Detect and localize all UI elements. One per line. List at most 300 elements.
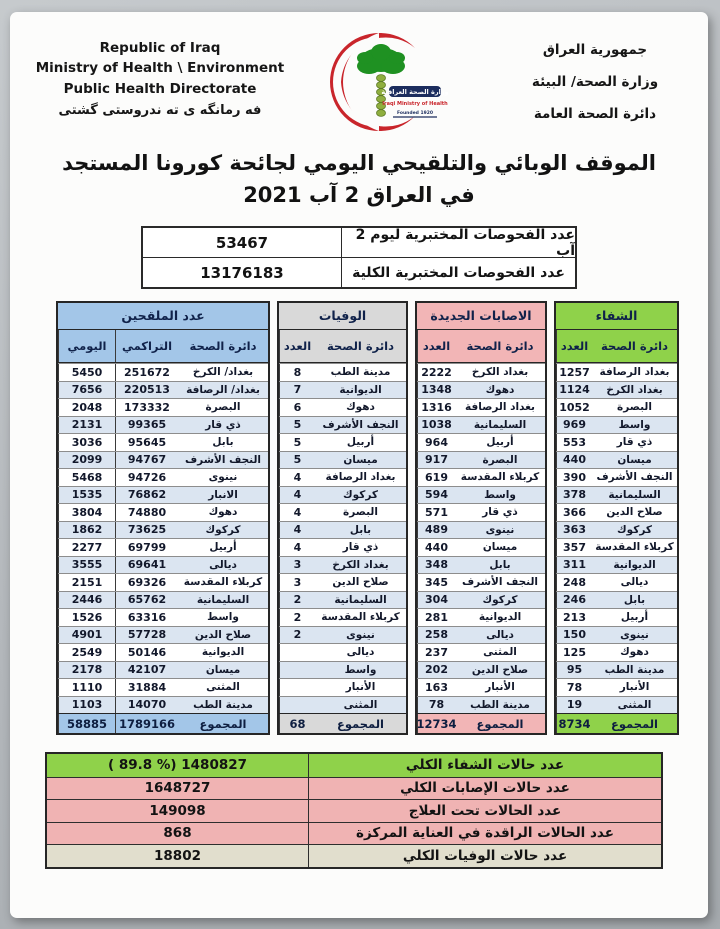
- new-cases-table-body: [417, 363, 545, 713]
- recoveries-total-row: [556, 713, 677, 733]
- table-row: [279, 626, 406, 644]
- table-row: [556, 416, 677, 434]
- table-row: [58, 556, 268, 574]
- vaccinated-table: [56, 301, 270, 735]
- count-cell: 378: [556, 487, 592, 504]
- province-cell: المثنى: [206, 681, 240, 694]
- table-row: [556, 538, 677, 556]
- table-row: [417, 538, 545, 556]
- province-cell: بغداد الكرخ: [471, 366, 529, 379]
- province-cell: الديوانية: [613, 558, 656, 571]
- count-cell: 917: [417, 452, 455, 469]
- daily-cell: 2178: [58, 662, 115, 679]
- count-cell: 4: [279, 522, 315, 539]
- table-row: [417, 503, 545, 521]
- province-cell: ديالى: [620, 576, 649, 589]
- summary-label: عدد حالات الوفيات الكلي: [308, 845, 661, 867]
- table-row: [417, 608, 545, 626]
- province-cell: كركوك: [482, 593, 518, 606]
- province-cell: المثنى: [343, 698, 378, 711]
- count-cell: 571: [417, 504, 455, 521]
- count-cell: 2: [279, 592, 315, 609]
- cumulative-cell: 94726: [115, 469, 178, 486]
- table-row: [556, 503, 677, 521]
- page-title: [10, 148, 708, 211]
- province-cell: بغداد الكرخ: [332, 558, 389, 571]
- cumulative-cell: 69641: [115, 557, 178, 574]
- cumulative-cell: 14070: [115, 697, 178, 714]
- count-cell: 4: [279, 539, 315, 556]
- table-row: [58, 451, 268, 469]
- daily-cell: 3804: [58, 504, 115, 521]
- table-row: [556, 591, 677, 609]
- daily-cell: 4901: [58, 627, 115, 644]
- total-label: المجموع: [199, 716, 247, 731]
- count-cell: 1038: [417, 417, 455, 434]
- cumulative-cell: 173332: [115, 399, 178, 416]
- count-cell: 969: [556, 417, 592, 434]
- table-row: [417, 521, 545, 539]
- vaccinated-table-body: [58, 363, 268, 713]
- table-row: [58, 381, 268, 399]
- count-cell: [279, 662, 315, 679]
- province-cell: ذي قار: [205, 418, 241, 431]
- cumulative-cell: 251672: [115, 364, 178, 381]
- table-row: [279, 363, 406, 381]
- table-row: [279, 696, 406, 714]
- province-cell: ديالى: [209, 558, 237, 571]
- count-cell: 5: [279, 417, 315, 434]
- table-row: [279, 661, 406, 679]
- count-cell: 553: [556, 434, 592, 451]
- table-row: [58, 626, 268, 644]
- total-daily: 58885: [58, 714, 115, 733]
- table-row: [58, 678, 268, 696]
- table-row: [556, 468, 677, 486]
- summary-row: [47, 822, 661, 845]
- province-cell: البصرة: [343, 506, 378, 519]
- province-cell: ذي قار: [342, 541, 379, 554]
- province-cell: بابل: [623, 593, 646, 606]
- province-cell: الانبار: [208, 488, 238, 501]
- count-cell: 246: [556, 592, 592, 609]
- table-row: [417, 451, 545, 469]
- table-row: [417, 591, 545, 609]
- summary-row: [47, 799, 661, 822]
- summary-row: [47, 844, 661, 867]
- table-row: [556, 381, 677, 399]
- province-cell: نينوى: [208, 471, 238, 484]
- province-cell: الديوانية: [201, 646, 245, 659]
- daily-cell: 5468: [58, 469, 115, 486]
- header-ar-line2: وزارة الصحة/ البيئة: [531, 74, 659, 90]
- count-cell: 5: [279, 452, 315, 469]
- page-header: [10, 12, 708, 138]
- province-cell: واسط: [207, 611, 239, 624]
- summary-value: 868: [163, 825, 192, 842]
- count-cell: 390: [556, 469, 592, 486]
- province-cell: السليمانية: [334, 593, 387, 606]
- table-row: [556, 661, 677, 679]
- table-row: [556, 608, 677, 626]
- province-cell: دهوك: [620, 646, 649, 659]
- logo-english-name: Iraqi Ministry of Health: [382, 101, 448, 107]
- province-cell: واسط: [344, 663, 377, 676]
- count-cell: 594: [417, 487, 455, 504]
- table-row: [417, 363, 545, 381]
- province-cell: البصرة: [482, 453, 518, 466]
- province-cell: نينوى: [620, 628, 649, 641]
- count-cell: 125: [556, 644, 592, 661]
- province-cell: دهوك: [485, 383, 515, 396]
- table-row: [417, 433, 545, 451]
- province-cell: بابل: [212, 436, 234, 449]
- summary-value: 149098: [149, 802, 206, 819]
- table-row: [58, 503, 268, 521]
- province-cell: السليمانية: [196, 593, 250, 606]
- count-cell: 1257: [556, 364, 592, 381]
- province-cell: بغداد/ الكرخ: [192, 366, 254, 379]
- province-cell: ميسان: [343, 453, 378, 466]
- province-cell: السليمانية: [473, 418, 527, 431]
- page-title-line2: في العراق 2 آب 2021: [243, 182, 475, 207]
- province-cell: بغداد الرصافة: [599, 366, 670, 379]
- palm-tree-icon: [357, 44, 405, 74]
- deaths-table-title: الوفيات: [279, 303, 406, 330]
- province-cell: ذي قار: [616, 436, 653, 449]
- table-row: [556, 643, 677, 661]
- count-cell: 2: [279, 627, 315, 644]
- daily-tests-label: عدد الفحوصات المختبرية ليوم 2 آب: [341, 228, 575, 257]
- header-english-block: [34, 38, 286, 138]
- table-row: [279, 451, 406, 469]
- daily-cell: 2048: [58, 399, 115, 416]
- province-cell: كركوك: [205, 523, 241, 536]
- total-count: 12734: [417, 714, 455, 733]
- col-directorate: دائرة الصحة: [466, 339, 534, 353]
- province-cell: بغداد الرصافة: [465, 401, 535, 414]
- cumulative-cell: 220513: [115, 382, 178, 399]
- province-cell: كربلاء المقدسة: [595, 541, 674, 554]
- count-cell: 964: [417, 434, 455, 451]
- summary-row: [47, 754, 661, 777]
- total-tests-label: عدد الفحوصات المختبرية الكلية: [341, 258, 575, 287]
- daily-tests-value: 53467: [215, 233, 269, 252]
- summary-label: عدد حالات الشفاء الكلي: [308, 754, 661, 777]
- daily-cell: 2151: [58, 574, 115, 591]
- count-cell: 440: [417, 539, 455, 556]
- total-count: 8734: [556, 714, 592, 733]
- table-row: [279, 398, 406, 416]
- daily-cell: 7656: [58, 382, 115, 399]
- province-cell: البصرة: [617, 401, 652, 414]
- table-row: [58, 468, 268, 486]
- count-cell: 6: [279, 399, 315, 416]
- daily-cell: 3555: [58, 557, 115, 574]
- deaths-total-row: [279, 713, 406, 733]
- col-directorate: دائرة الصحة: [327, 339, 394, 353]
- col-count: العدد: [279, 330, 315, 362]
- count-cell: 4: [279, 504, 315, 521]
- daily-cell: 2099: [58, 452, 115, 469]
- recoveries-column-headers: [556, 330, 677, 363]
- count-cell: 2222: [417, 364, 455, 381]
- count-cell: 258: [417, 627, 455, 644]
- lab-tests-table: [141, 226, 577, 289]
- table-row: [556, 556, 677, 574]
- count-cell: 489: [417, 522, 455, 539]
- table-row: [279, 416, 406, 434]
- table-row: [58, 696, 268, 714]
- cumulative-cell: 95645: [115, 434, 178, 451]
- ministry-logo: [286, 28, 500, 138]
- table-row: [58, 608, 268, 626]
- count-cell: 304: [417, 592, 455, 609]
- total-tests-row: [143, 257, 575, 287]
- province-cell: البصرة: [205, 401, 241, 414]
- summary-table: [45, 752, 663, 869]
- summary-value: 18802: [154, 847, 201, 864]
- header-en-line3: Public Health Directorate: [63, 80, 257, 97]
- province-cell: صلاح الدين: [332, 576, 389, 589]
- province-cell: صلاح الدين: [194, 628, 252, 641]
- ministry-of-health-logo-icon: [319, 30, 467, 134]
- province-cell: النجف الأشرف: [461, 576, 539, 589]
- vaccinated-table-title: عدد الملقحين: [58, 303, 268, 330]
- total-label: المجموع: [610, 716, 659, 731]
- summary-label: عدد الحالات تحت العلاج: [308, 800, 661, 822]
- table-row: [58, 416, 268, 434]
- logo-arabic-name: وزارة الصحة العراقية: [381, 88, 449, 96]
- province-cell: بغداد الكرخ: [606, 383, 663, 396]
- table-row: [417, 556, 545, 574]
- total-tests-value: 13176183: [200, 263, 284, 282]
- new-cases-total-row: [417, 713, 545, 733]
- deaths-column-headers: [279, 330, 406, 363]
- cumulative-cell: 69799: [115, 539, 178, 556]
- daily-cell: 1110: [58, 679, 115, 696]
- count-cell: 1316: [417, 399, 455, 416]
- province-cell: ميسان: [617, 453, 652, 466]
- col-count: العدد: [556, 330, 592, 362]
- new-cases-column-headers: [417, 330, 545, 363]
- province-cell: النجف الأشرف: [322, 418, 399, 431]
- count-cell: 281: [417, 609, 455, 626]
- table-row: [556, 521, 677, 539]
- province-cell: الأنبار: [485, 681, 515, 694]
- table-row: [58, 573, 268, 591]
- report-page: [10, 12, 708, 918]
- count-cell: 78: [417, 697, 455, 714]
- count-cell: [279, 697, 315, 714]
- table-row: [279, 538, 406, 556]
- col-directorate: دائرة الصحة: [189, 339, 257, 353]
- province-cell: ذي قار: [482, 506, 518, 519]
- cumulative-cell: 57728: [115, 627, 178, 644]
- cumulative-cell: 69326: [115, 574, 178, 591]
- table-row: [58, 591, 268, 609]
- count-cell: 440: [556, 452, 592, 469]
- province-cell: كركوك: [617, 523, 652, 536]
- table-row: [417, 661, 545, 679]
- cumulative-cell: 42107: [115, 662, 178, 679]
- table-row: [58, 521, 268, 539]
- cumulative-cell: 63316: [115, 609, 178, 626]
- province-cell: ديالى: [486, 628, 514, 641]
- cumulative-cell: 50146: [115, 644, 178, 661]
- header-ar-line3: دائرة الصحة العامة: [533, 106, 657, 122]
- province-cell: نينوى: [485, 523, 515, 536]
- deaths-table: [277, 301, 408, 735]
- table-row: [58, 538, 268, 556]
- count-cell: 357: [556, 539, 592, 556]
- col-cumulative: التراكمي: [115, 330, 178, 362]
- table-row: [417, 626, 545, 644]
- province-cell: كربلاء المقدسة: [460, 471, 540, 484]
- count-cell: 1052: [556, 399, 592, 416]
- table-row: [417, 398, 545, 416]
- summary-row: [47, 777, 661, 800]
- cumulative-cell: 99365: [115, 417, 178, 434]
- summary-label: عدد الحالات الراقدة في العناية المركزة: [308, 823, 661, 845]
- table-row: [417, 643, 545, 661]
- province-cell: الديوانية: [339, 383, 382, 396]
- province-cell: السليمانية: [608, 488, 661, 501]
- logo-founded-line: Founded 1920: [397, 111, 433, 116]
- province-cell: ميسان: [482, 541, 518, 554]
- cumulative-cell: 73625: [115, 522, 178, 539]
- cumulative-cell: 65762: [115, 592, 178, 609]
- summary-label: عدد حالات الإصابات الكلي: [308, 778, 661, 800]
- table-row: [58, 398, 268, 416]
- province-cell: المثنى: [617, 698, 652, 711]
- province-cell: مدينة الطب: [330, 366, 391, 379]
- deaths-table-body: [279, 363, 406, 713]
- count-cell: 4: [279, 487, 315, 504]
- table-row: [556, 486, 677, 504]
- province-cell: واسط: [618, 418, 651, 431]
- province-cell: ميسان: [205, 663, 241, 676]
- header-ar-line1: جمهورية العراق: [542, 42, 648, 58]
- province-cell: كربلاء المقدسة: [183, 576, 263, 589]
- province-cell: أربيل: [620, 611, 649, 624]
- count-cell: 95: [556, 662, 592, 679]
- vaccinated-column-headers: [58, 330, 268, 363]
- table-row: [417, 468, 545, 486]
- table-row: [417, 381, 545, 399]
- summary-value: ( 89.8 %) 1480827: [107, 757, 248, 774]
- table-row: [279, 678, 406, 696]
- province-cell: صلاح الدين: [471, 663, 529, 676]
- cumulative-cell: 94767: [115, 452, 178, 469]
- crescent-shape: [330, 33, 415, 131]
- province-cell: دهوك: [346, 401, 375, 414]
- col-count: العدد: [417, 330, 455, 362]
- daily-cell: 1103: [58, 697, 115, 714]
- count-cell: 237: [417, 644, 455, 661]
- table-row: [279, 608, 406, 626]
- province-cell: الأنبار: [619, 681, 650, 694]
- table-row: [556, 398, 677, 416]
- table-row: [556, 626, 677, 644]
- table-row: [279, 433, 406, 451]
- province-cell: واسط: [484, 488, 516, 501]
- table-row: [417, 678, 545, 696]
- province-cell: بغداد/ الرصافة: [186, 383, 260, 396]
- table-row: [417, 696, 545, 714]
- count-cell: 4: [279, 469, 315, 486]
- table-row: [556, 451, 677, 469]
- table-row: [58, 661, 268, 679]
- province-cell: بغداد الرصافة: [325, 471, 396, 484]
- count-cell: 1124: [556, 382, 592, 399]
- col-directorate: دائرة الصحة: [601, 339, 668, 353]
- count-cell: [279, 644, 315, 661]
- table-row: [279, 573, 406, 591]
- table-row: [279, 591, 406, 609]
- table-row: [58, 643, 268, 661]
- province-cell: الديوانية: [478, 611, 522, 624]
- count-cell: 19: [556, 697, 592, 714]
- daily-cell: 2131: [58, 417, 115, 434]
- table-row: [58, 363, 268, 381]
- table-row: [279, 643, 406, 661]
- count-cell: 248: [556, 574, 592, 591]
- table-row: [279, 468, 406, 486]
- province-cell: النجف الأشرف: [184, 453, 262, 466]
- province-cell: نينوى: [346, 628, 375, 641]
- province-cell: المثنى: [483, 646, 517, 659]
- daily-cell: 2549: [58, 644, 115, 661]
- total-label: المجموع: [476, 716, 524, 731]
- count-cell: 5: [279, 434, 315, 451]
- table-row: [556, 363, 677, 381]
- province-cell: أربيل: [346, 436, 375, 449]
- daily-cell: 3036: [58, 434, 115, 451]
- province-cell: مدينة الطب: [470, 698, 530, 711]
- count-cell: 311: [556, 557, 592, 574]
- header-en-line2: Ministry of Health \ Environment: [35, 60, 285, 77]
- count-cell: 3: [279, 574, 315, 591]
- page-title-line1: الموقف الوبائي والتلقيحي اليومي لجائحة كورونا المستجد: [62, 151, 656, 175]
- province-cell: كربلاء المقدسة: [321, 611, 400, 624]
- count-cell: 366: [556, 504, 592, 521]
- province-tables: [10, 301, 708, 735]
- count-cell: 8: [279, 364, 315, 381]
- total-cumulative: 1789166: [115, 714, 178, 733]
- table-row: [279, 556, 406, 574]
- count-cell: 7: [279, 382, 315, 399]
- total-label: المجموع: [336, 716, 385, 731]
- daily-cell: 1535: [58, 487, 115, 504]
- cumulative-cell: 74880: [115, 504, 178, 521]
- col-daily: اليومي: [58, 330, 115, 362]
- count-cell: 1348: [417, 382, 455, 399]
- province-cell: مدينة الطب: [193, 698, 253, 711]
- count-cell: 345: [417, 574, 455, 591]
- daily-tests-row: [143, 228, 575, 257]
- province-cell: أربيل: [486, 436, 514, 449]
- province-cell: أربيل: [209, 541, 237, 554]
- recoveries-table-body: [556, 363, 677, 713]
- header-arabic-block: [500, 42, 690, 138]
- count-cell: 213: [556, 609, 592, 626]
- count-cell: [279, 679, 315, 696]
- province-cell: النجف الأشرف: [596, 471, 673, 484]
- summary-value: 1648727: [144, 780, 211, 797]
- table-row: [417, 486, 545, 504]
- recoveries-table: [554, 301, 679, 735]
